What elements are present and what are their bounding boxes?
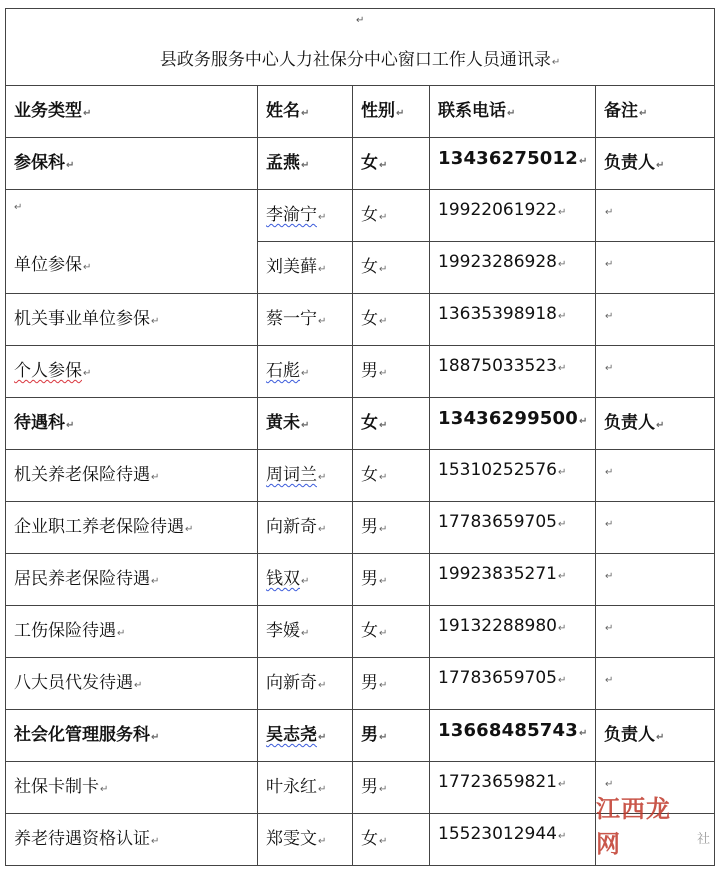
cell-gender: 女↵	[353, 190, 430, 242]
table-row	[6, 294, 715, 346]
cell-gender: 男↵	[353, 710, 430, 762]
table-row	[6, 138, 715, 190]
site-watermark-suffix: 社	[697, 832, 711, 847]
cell-gender: 男↵	[353, 658, 430, 710]
cell-phone: 13436299500↵	[430, 398, 596, 450]
title-cell	[6, 9, 715, 86]
cell-name: 蔡一宁↵	[258, 294, 353, 346]
cell-note: ↵	[596, 346, 715, 398]
table-row	[6, 502, 715, 554]
header-gender: 性别↵	[353, 86, 430, 138]
header-name: 姓名↵	[258, 86, 353, 138]
cell-name: 李渝宁↵	[258, 190, 353, 242]
table-row	[6, 658, 715, 710]
cell-note: 负责人↵	[596, 710, 715, 762]
cell-name: 郑雯文↵	[258, 814, 353, 866]
cell-name: 石彪↵	[258, 346, 353, 398]
cell-gender: 男↵	[353, 762, 430, 814]
cell-note: ↵	[596, 190, 715, 242]
cell-type-merged: ↵ 单位参保↵	[6, 190, 258, 294]
header-note: 备注↵	[596, 86, 715, 138]
cell-type: 居民养老保险待遇↵	[6, 554, 258, 606]
cell-phone: 19132288980↵	[430, 606, 596, 658]
table-row	[6, 710, 715, 762]
cell-name: 黄未↵	[258, 398, 353, 450]
cell-phone: 19923835271↵	[430, 554, 596, 606]
cell-phone: 13635398918↵	[430, 294, 596, 346]
table-row	[6, 606, 715, 658]
cell-note: 负责人↵	[596, 138, 715, 190]
cell-name: 孟燕↵	[258, 138, 353, 190]
cell-phone: 15523012944↵	[430, 814, 596, 866]
cell-phone: 15310252576↵	[430, 450, 596, 502]
cell-type: 八大员代发待遇↵	[6, 658, 258, 710]
cell-gender: 男↵	[353, 346, 430, 398]
cell-note: ↵	[596, 658, 715, 710]
header-phone: 联系电话↵	[430, 86, 596, 138]
cell-name: 叶永红↵	[258, 762, 353, 814]
cell-type: 待遇科↵	[6, 398, 258, 450]
document-page	[5, 8, 714, 866]
cell-type: 工伤保险待遇↵	[6, 606, 258, 658]
cell-note: ↵	[596, 502, 715, 554]
table-row	[6, 554, 715, 606]
header-row	[6, 86, 715, 138]
cell-gender: 女↵	[353, 398, 430, 450]
cell-name: 向新奇↵	[258, 502, 353, 554]
cell-type: 企业职工养老保险待遇↵	[6, 502, 258, 554]
cell-phone: 19922061922↵	[430, 190, 596, 242]
table-row	[6, 346, 715, 398]
cell-phone: 13436275012↵	[430, 138, 596, 190]
cell-gender: 女↵	[353, 814, 430, 866]
cell-note: ↵	[596, 242, 715, 294]
cell-note: ↵	[596, 606, 715, 658]
header-type: 业务类型↵	[6, 86, 258, 138]
cell-note: ↵	[596, 554, 715, 606]
cell-type: 机关事业单位参保↵	[6, 294, 258, 346]
cell-phone: 18875033523↵	[430, 346, 596, 398]
cell-type: 参保科↵	[6, 138, 258, 190]
cell-note	[596, 795, 715, 866]
cell-phone: 17783659705↵	[430, 658, 596, 710]
cell-type: 个人参保↵	[6, 346, 258, 398]
cell-gender: 女↵	[353, 450, 430, 502]
cell-name: 钱双↵	[258, 554, 353, 606]
cell-note: ↵	[596, 294, 715, 346]
table-row	[6, 450, 715, 502]
title-row	[6, 9, 715, 86]
cell-note: 负责人↵	[596, 398, 715, 450]
cell-name: 李媛↵	[258, 606, 353, 658]
table-row	[6, 190, 715, 242]
cell-name: 周词兰↵	[258, 450, 353, 502]
cell-gender: 女↵	[353, 294, 430, 346]
cell-name: 吴志尧↵	[258, 710, 353, 762]
cell-phone: 17723659821↵	[430, 762, 596, 814]
cell-phone: 19923286928↵	[430, 242, 596, 294]
cell-gender: 男↵	[353, 502, 430, 554]
cell-note: ↵	[596, 762, 715, 814]
table-row	[6, 398, 715, 450]
cell-name: 向新奇↵	[258, 658, 353, 710]
cell-gender: 女↵	[353, 606, 430, 658]
cell-gender: 女↵	[353, 138, 430, 190]
cell-gender: 女↵	[353, 242, 430, 294]
cell-type: 社保卡制卡↵	[6, 762, 258, 814]
cell-type: 养老待遇资格认证↵	[6, 814, 258, 866]
cell-phone: 13668485743↵	[430, 710, 596, 762]
cell-type: 社会化管理服务科↵	[6, 710, 258, 762]
document-title: 县政务服务中心人力社保分中心窗口工作人员通讯录↵	[159, 50, 561, 70]
cell-type: 机关养老保险待遇↵	[6, 450, 258, 502]
cell-phone: 17783659705↵	[430, 502, 596, 554]
paragraph-mark-icon: ↵	[356, 15, 365, 26]
table-row	[6, 814, 715, 866]
cell-gender: 男↵	[353, 554, 430, 606]
site-watermark: 江西龙网	[596, 795, 671, 858]
contact-table	[5, 8, 715, 866]
cell-name: 刘美藓↵	[258, 242, 353, 294]
cell-note: ↵	[596, 450, 715, 502]
